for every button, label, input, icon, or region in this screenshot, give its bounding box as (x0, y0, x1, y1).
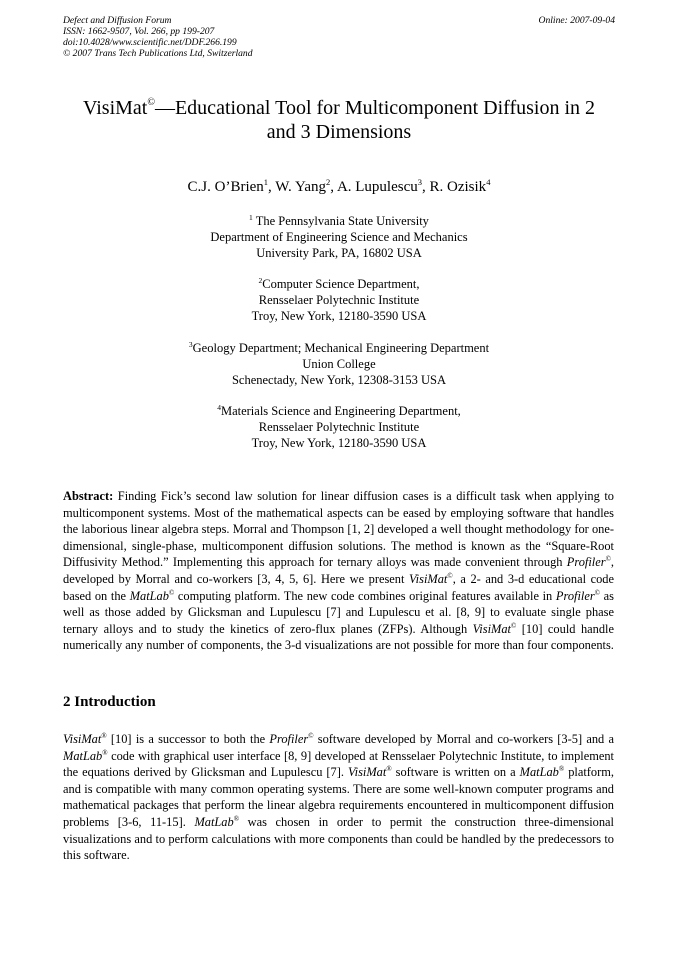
intro-text: software is written on a (391, 765, 520, 780)
copyright-sup: © (605, 555, 611, 564)
intro-text: was chosen in order to permit the construction three-dimensional visualizations and to perform calculations with more components than could be handled by the predecessors to this software. (63, 814, 614, 863)
affiliation-line: Troy, New York, 12180-3590 USA (251, 436, 427, 450)
software-name: VisiMat (348, 765, 387, 780)
affiliation-1 (40, 213, 638, 261)
software-name: MatLab (194, 814, 234, 829)
affiliation-3 (40, 340, 638, 388)
abstract-label: Abstract: (63, 489, 114, 503)
affiliation-line (40, 276, 638, 292)
affiliation-line: Rensselaer Polytechnic Institute (258, 293, 420, 307)
title-part1: VisiMat (83, 97, 148, 119)
intro-text: software developed by Morral and co-workers [3-5] and a (313, 732, 614, 746)
abstract-text: [10] could handle numerically any number of components, the 3-d visualizations are not possible for more than four components. (63, 621, 614, 653)
title-copyright-sup: © (147, 97, 155, 108)
software-name: VisiMat (472, 621, 511, 636)
author-separator: , (268, 179, 276, 195)
affiliation-line: Union College (302, 357, 376, 371)
software-name: VisiMat (409, 571, 448, 586)
section-heading: 2 Introduction (63, 694, 156, 710)
online-date: Online: 2007-09-04 (538, 15, 615, 26)
software-name: MatLab (129, 588, 169, 603)
author-separator: , (422, 179, 430, 195)
affiliation-line (40, 403, 638, 419)
affiliation-4 (40, 403, 638, 451)
affil-text: Materials Science and Engineering Department, (220, 404, 461, 418)
software-name: VisiMat (63, 732, 102, 746)
copyright-sup: © (308, 732, 314, 740)
paper-title (40, 96, 638, 144)
registered-sup: ® (102, 748, 108, 757)
doi-line: doi:10.4028/www.scientific.net/DDF.266.199 (63, 37, 237, 48)
affil-text: Computer Science Department, (262, 277, 420, 291)
journal-name: Defect and Diffusion Forum (63, 15, 172, 26)
copyright-sup: © (447, 571, 453, 580)
intro-text: platform, and is compatible with many common operating systems. There are some well-known computer programs and mathematical packages that perform the linear algebra requirements encountered in multicomponent diffusion problems [3-6, 11-15]. (63, 765, 614, 829)
introduction-paragraph (63, 731, 614, 864)
abstract-text: computing platform. The new code combines original features available in (174, 588, 556, 603)
author-affil-sup: 3 (417, 177, 423, 187)
affiliation-line (40, 340, 638, 356)
author-affil-sup: 4 (486, 177, 491, 187)
journal-header (63, 15, 253, 59)
affiliation-line: Rensselaer Polytechnic Institute (258, 420, 420, 434)
author-name: A. Lupulescu (336, 179, 418, 195)
affiliation-line: Department of Engineering Science and Mechanics (210, 230, 468, 244)
author-affil-sup: 1 (263, 177, 269, 187)
author-name: C.J. O’Brien (187, 179, 264, 195)
affil-sup: 3 (188, 340, 193, 349)
software-name: MatLab (519, 765, 559, 780)
software-name: Profiler (566, 555, 606, 570)
author-name: W. Yang (275, 179, 326, 195)
author-list (40, 178, 638, 196)
software-name: MatLab (63, 748, 103, 763)
registered-sup: ® (558, 765, 565, 774)
intro-text: [10] is a successor to both the (106, 732, 270, 746)
abstract-text: Finding Fick’s second law solution for linear diffusion cases is a difficult task when applying to multicomponent systems. Most of the mathematical aspects can be eased by employing software that handles the laborious linear algebra steps. Morral and Thompson [1, 2] developed a well thought methodology for one-dimensional, single-phase, multicomponent diffusion solutions. The method is known as the “Square-Root Diffusivity Method.” Implementing this approach for ternary alloys was made convenient through (63, 489, 614, 570)
affil-sup: 1 (249, 213, 253, 222)
registered-sup: ® (386, 765, 392, 774)
abstract-text: , a 2- and 3-d educational code based on the (63, 571, 614, 603)
abstract-text: , developed by Morral and co-workers [3, 4, 5, 6]. Here we present (63, 555, 614, 586)
title-part2: —Educational Tool for Multicomponent Diffusion in 2 (154, 97, 595, 119)
registered-sup: ® (101, 732, 107, 740)
affiliation-line: University Park, PA, 16802 USA (256, 246, 422, 260)
issn-line: ISSN: 1662-9507, Vol. 266, pp 199-207 (63, 26, 215, 37)
affiliation-line: Schenectady, New York, 12308-3153 USA (231, 373, 447, 387)
affiliation-line: Troy, New York, 12180-3590 USA (251, 309, 427, 323)
affiliation-line (40, 213, 638, 229)
abstract-text: as well as those added by Glicksman and Lupulescu [7] and Lupulescu et al. [8, 9] to evaluate single phase ternary alloys and to study the kinetics of zero-flux planes (ZFPs). Although (63, 588, 614, 636)
software-name: Profiler (555, 588, 595, 603)
registered-sup: ® (233, 814, 240, 823)
title-line2: and 3 Dimensions (266, 121, 412, 143)
copyright-sup: © (168, 588, 175, 597)
author-name: R. Ozisik (429, 179, 487, 195)
copyright-sup: © (594, 588, 600, 597)
affil-sup: 4 (217, 403, 221, 412)
affil-sup: 2 (258, 276, 263, 285)
affil-text: The Pennsylvania State University (252, 214, 429, 228)
software-name: Profiler (269, 732, 309, 746)
copyright-sup: © (510, 621, 517, 630)
affil-text: Geology Department; Mechanical Engineering Department (192, 341, 490, 355)
intro-text: code with graphical user interface [8, 9] developed at Rensselaer Polytechnic Institute, to implement the equations derived by Glicksman and Lupulescu [7]. (63, 748, 614, 780)
copyright-line: © 2007 Trans Tech Publications Ltd, Switzerland (63, 48, 253, 59)
author-separator: , (330, 179, 337, 195)
affiliation-2 (40, 276, 638, 324)
abstract-paragraph (63, 488, 614, 654)
author-affil-sup: 2 (326, 177, 331, 187)
